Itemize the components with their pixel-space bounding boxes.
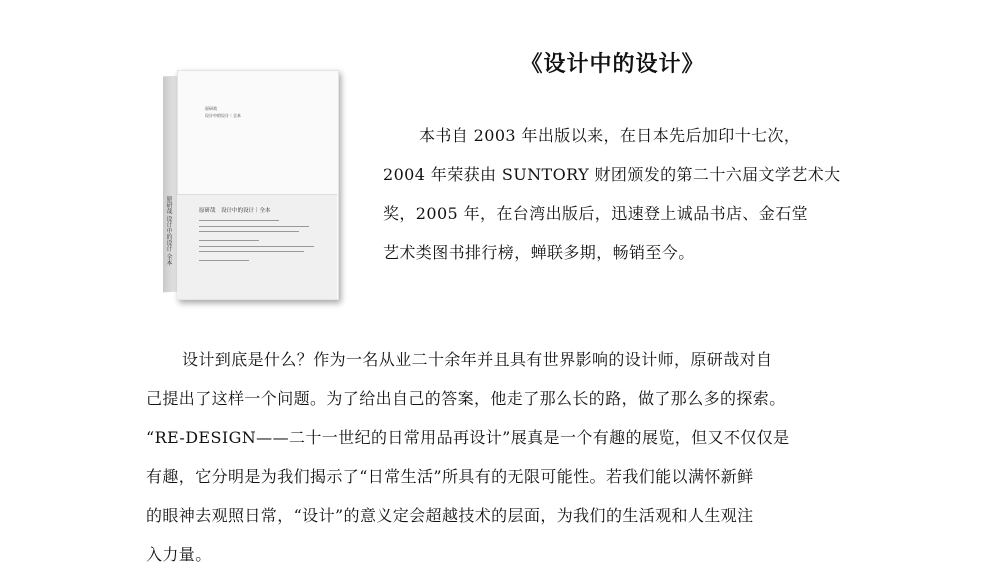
band-text-line bbox=[199, 246, 314, 247]
paragraph-line: 本书自 2003 年出版以来，在日本先后加印十七次， bbox=[419, 126, 801, 145]
paragraph-line: 设计到底是什么？作为一名从业二十余年并且具有世界影响的设计师，原研哉对自 bbox=[182, 350, 773, 369]
page-title: 《设计中的设计》 bbox=[520, 52, 705, 77]
paragraph-line: 有趣，它分明是为我们揭示了“日常生活”所具有的无限可能性。若我们能以满怀新鲜 bbox=[146, 467, 754, 486]
band-text-line bbox=[199, 220, 279, 221]
paragraph-line: 己提出了这样一个问题。为了给出自己的答案，他走了那么长的路，做了那么多的探索。 bbox=[146, 389, 786, 408]
band-title: 原研哉 设计中的设计｜全本 bbox=[199, 208, 271, 214]
book-cover-image bbox=[163, 68, 338, 300]
band-text-line bbox=[199, 240, 259, 241]
spine-text: 原研哉 设计中的设计 全本 bbox=[165, 196, 172, 266]
body-paragraph bbox=[146, 340, 836, 574]
band-text-line bbox=[199, 231, 299, 232]
paragraph-line: 艺术类图书排行榜，蝉联多期，畅销至今。 bbox=[383, 243, 695, 262]
paragraph-line: 奖，2005 年，在台湾出版后，迅速登上诚品书店、金石堂 bbox=[383, 204, 809, 223]
band-text-line bbox=[199, 251, 304, 252]
band-text-line bbox=[199, 260, 249, 261]
paragraph-line: 的眼神去观照日常，“设计”的意义定会超越技术的层面，为我们的生活观和人生观注 bbox=[146, 506, 754, 525]
cover-author: 原研哉 bbox=[205, 106, 217, 111]
paragraph-line: 2004 年荣获由 SUNTORY 财团颁发的第二十六届文学艺术大 bbox=[383, 165, 841, 184]
intro-paragraph bbox=[383, 116, 841, 272]
paragraph-line: 入力量。 bbox=[146, 545, 212, 564]
paragraph-line: “RE-DESIGN——二十一世纪的日常用品再设计”展真是一个有趣的展览，但又不仅仅是 bbox=[146, 428, 790, 447]
cover-title: 设计中的设计｜全本 bbox=[205, 113, 241, 118]
band-text-line bbox=[199, 226, 309, 227]
